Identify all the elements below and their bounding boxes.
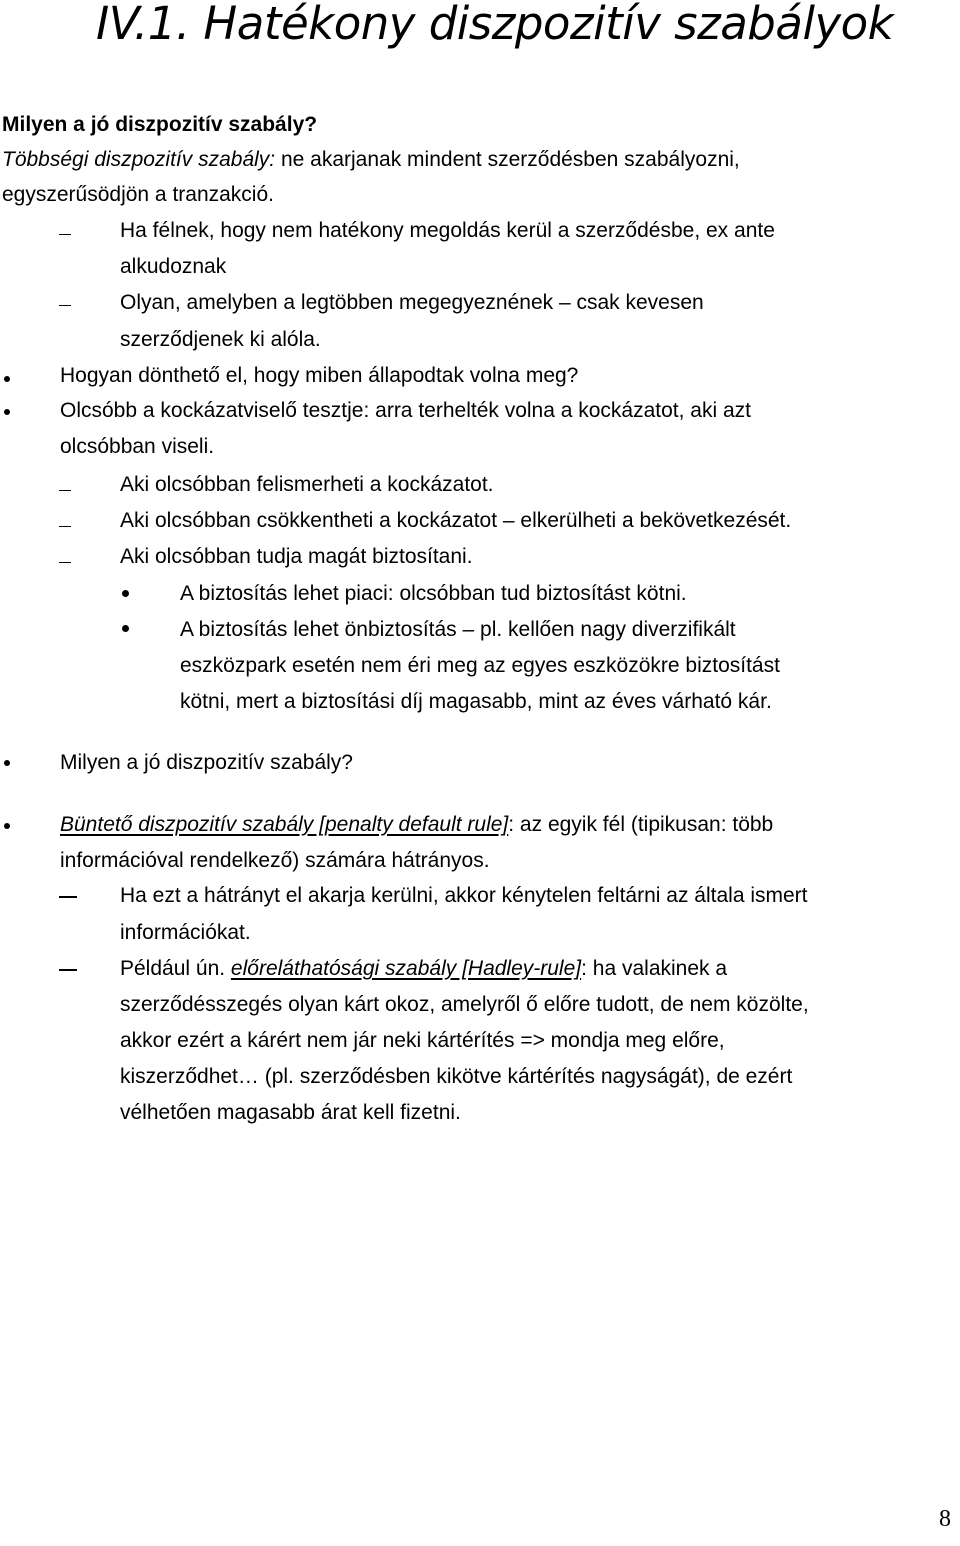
cheaper-sub-item: Aki olcsóbban tudja magát biztosítani. xyxy=(120,545,473,568)
penalty-sub2-line1 xyxy=(120,951,727,987)
cheaper-sub-item: Aki olcsóbban csökkentheti a kockázatot – elkerülheti a bekövetkezését. xyxy=(120,509,792,532)
dash-bullet-icon xyxy=(59,526,71,527)
hadley-rule-label: előreláthatósági szabály [Hadley-rule] xyxy=(230,957,582,980)
heading-question-2: Milyen a jó diszpozitív szabály? xyxy=(60,751,353,774)
page-number: 8 xyxy=(939,1506,951,1532)
penalty-sub2-text: : ha valakinek a xyxy=(581,957,728,980)
penalty-sub2-line: szerződésszegés olyan kárt okoz, amelyről ő előre tudott, de nem közölte, xyxy=(120,993,809,1016)
page-title: IV.1. Hatékony diszpozitív szabályok xyxy=(96,0,894,50)
bullet-dot-icon xyxy=(4,376,10,382)
bullet-dot-icon xyxy=(122,590,129,597)
majority-rule-line2: egyszerűsödjön a tranzakció. xyxy=(2,183,274,206)
penalty-rule-line2: információval rendelkező) számára hátrányos. xyxy=(60,849,490,872)
bullet-dot-icon xyxy=(4,823,10,829)
majority-rule-line1 xyxy=(2,142,740,178)
majority-sub2-line1: Olyan, amelyben a legtöbben megegyeznének – csak kevesen xyxy=(120,291,704,314)
insurance-item2-line: A biztosítás lehet önbiztosítás – pl. kellően nagy diverzifikált xyxy=(180,618,736,641)
insurance-item2-line: eszközpark esetén nem éri meg az egyes eszközökre biztosítást xyxy=(180,654,780,677)
penalty-sub2-line: kiszerződhet… (pl. szerződésben kikötve kártérítés nagyságát), de ezért xyxy=(120,1065,793,1088)
cheaper-test-line2: olcsóbban viseli. xyxy=(60,435,215,458)
insurance-item2-line: kötni, mert a biztosítási díj magasabb, mint az éves várható kár. xyxy=(180,690,772,713)
heading-question: Milyen a jó diszpozitív szabály? xyxy=(2,113,318,136)
decide-question: Hogyan dönthető el, hogy miben állapodtak volna meg? xyxy=(60,364,579,387)
penalty-sub2-line: vélhetően magasabb árat kell fizetni. xyxy=(120,1101,461,1124)
dash-bullet-icon xyxy=(59,490,71,491)
cheaper-sub-item: Aki olcsóbban felismerheti a kockázatot. xyxy=(120,473,494,496)
penalty-rule-line1 xyxy=(60,807,773,843)
majority-rule-label: Többségi diszpozitív szabály: xyxy=(2,148,276,171)
dash-bullet-icon xyxy=(59,896,77,898)
bullet-dot-icon xyxy=(122,625,129,632)
dash-bullet-icon xyxy=(59,969,77,971)
penalty-sub2-prefix: Például ún. xyxy=(120,957,231,980)
majority-sub2-line2: szerződjenek ki alóla. xyxy=(120,328,321,351)
penalty-rule-text: : az egyik fél (tipikusan: több xyxy=(508,813,774,836)
penalty-sub2-line: akkor ezért a kárért nem jár neki kártérítés => mondja meg előre, xyxy=(120,1029,725,1052)
majority-rule-text: ne akarjanak mindent szerződésben szabályozni, xyxy=(275,148,740,171)
dash-bullet-icon xyxy=(59,305,71,306)
insurance-item1: A biztosítás lehet piaci: olcsóbban tud biztosítást kötni. xyxy=(180,582,687,605)
cheaper-test-line1: Olcsóbb a kockázatviselő tesztje: arra terhelték volna a kockázatot, aki azt xyxy=(60,399,752,422)
bullet-dot-icon xyxy=(4,760,10,766)
penalty-sub1-line1: Ha ezt a hátrányt el akarja kerülni, akkor kénytelen feltárni az általa ismert xyxy=(120,884,808,907)
majority-sub1-line1: Ha félnek, hogy nem hatékony megoldás kerül a szerződésbe, ex ante xyxy=(120,219,775,242)
dash-bullet-icon xyxy=(59,234,71,235)
dash-bullet-icon xyxy=(59,562,71,563)
penalty-sub1-line2: információkat. xyxy=(120,921,251,944)
majority-sub1-line2: alkudoznak xyxy=(120,255,227,278)
penalty-rule-label: Büntető diszpozitív szabály [penalty default rule] xyxy=(60,813,509,836)
bullet-dot-icon xyxy=(4,409,10,415)
